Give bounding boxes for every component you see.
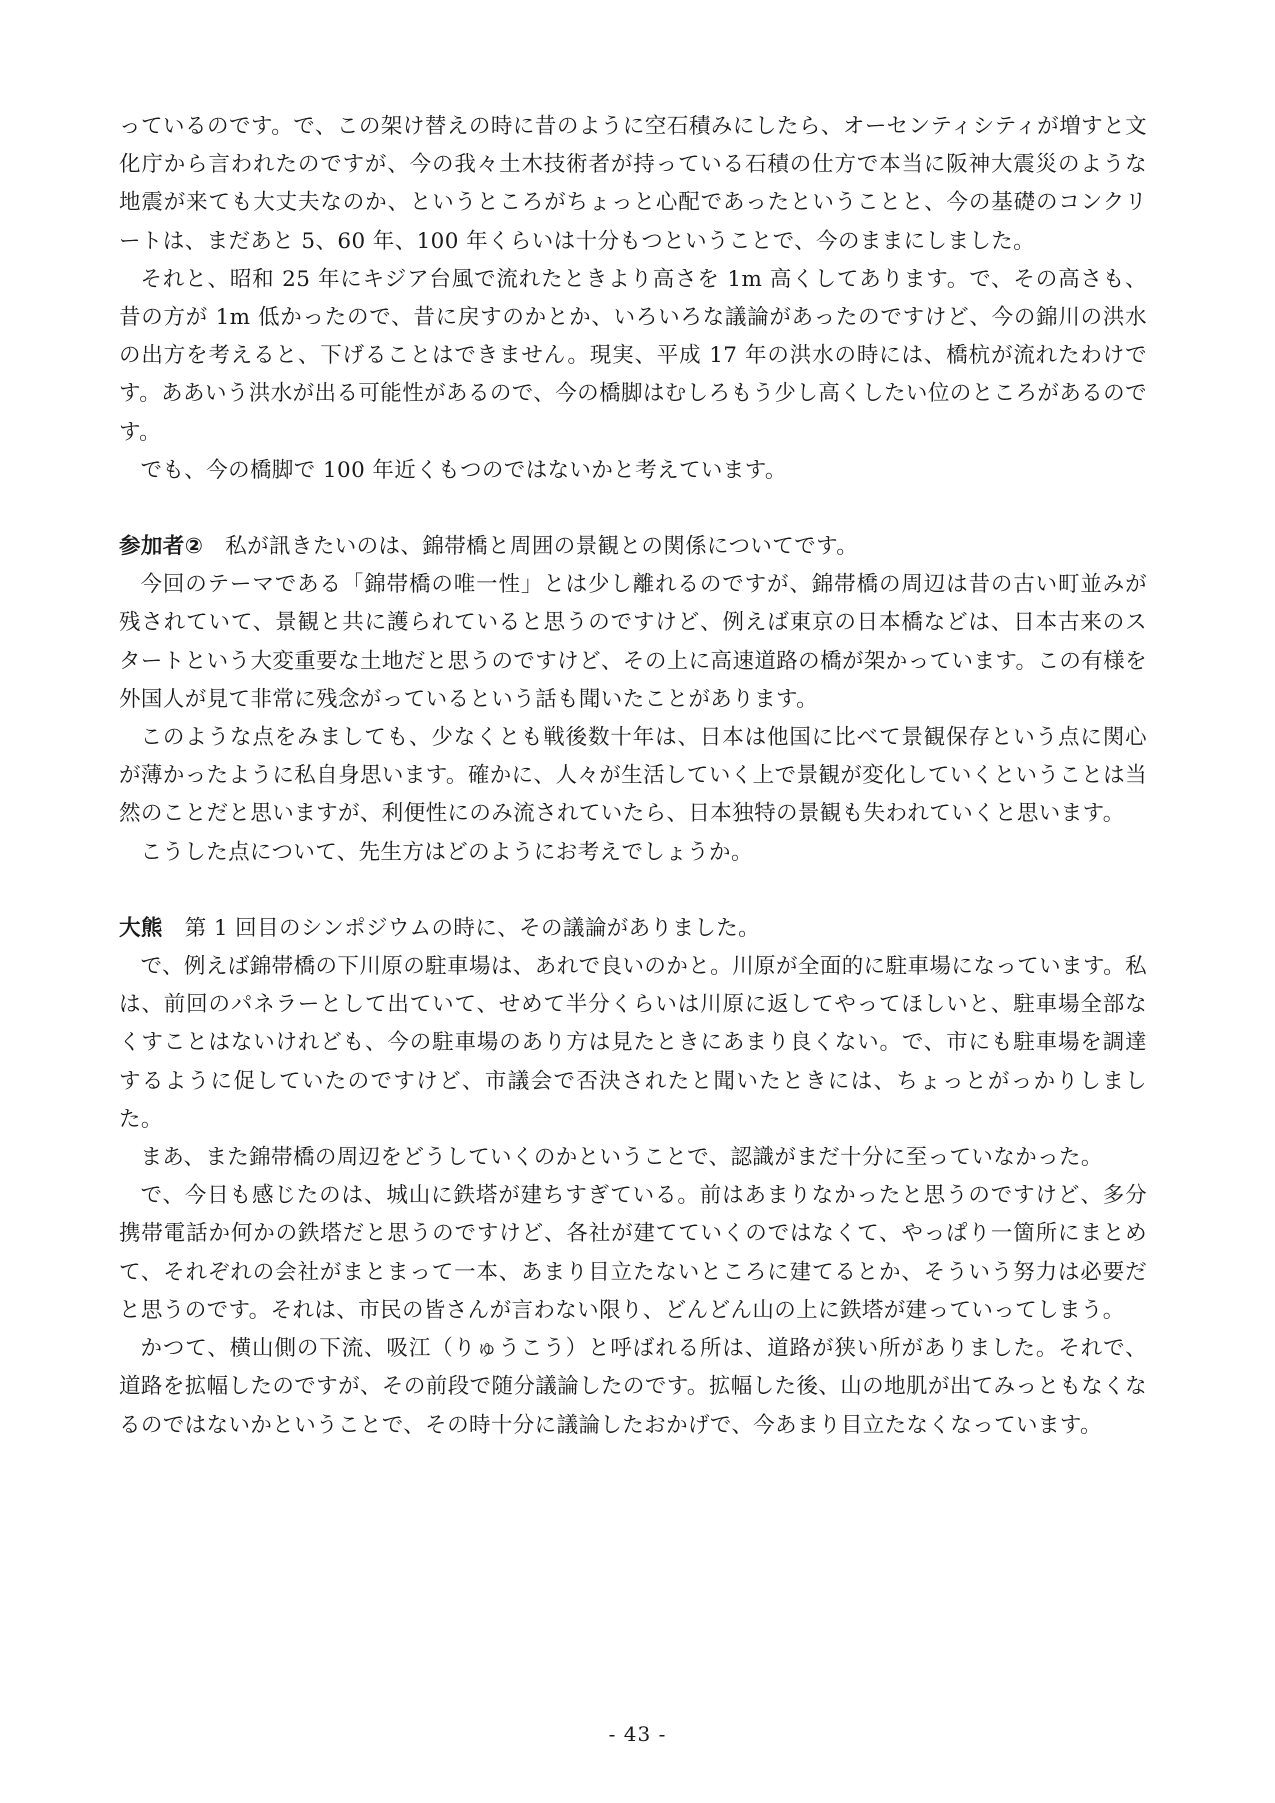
speaker-line xyxy=(119,910,1147,948)
paragraph: でも、今の橋脚で 100 年近くもつのではないかと考えています。 xyxy=(140,457,787,483)
paragraph: で、今日も感じたのは、城山に鉄塔が建ちすぎている。前はあまりなかったと思うのですけど、多分携帯電話か何かの鉄塔だと思うのですけど、各社が建てていくのではなくて、やっぱり一箇所にまとめて、それぞれの会社がまとまって一本、あまり目立たないところに建てるとか、そういう努力は必要だと思うのです。それは、市民の皆さんが言わない限り、どんどん山の上に鉄塔が建っていってしまう。 xyxy=(119,1183,1147,1323)
paragraph: 第 1 回目のシンポジウムの時に、その議論がありました。 xyxy=(184,915,761,941)
paragraph: っているのです。で、この架け替えの時に昔のように空石積みにしたら、オーセンティシティが増すと文化庁から言われたのですが、今の我々土木技術者が持っている石積の仕方で本当に阪神大震災のような地震が来ても大丈夫なのか、というところがちょっと心配であったということと、今の基礎のコンクリートは、まだあと 5、60 年、100 年くらいは十分もつということで、今のままにしました。 xyxy=(119,114,1147,254)
paragraph: このような点をみましても、少なくとも戦後数十年は、日本は他国に比べて景観保存という点に関心が薄かったように私自身思います。確かに、人々が生活していく上で景観が変化していくということは当然のことだと思いますが、利便性にのみ流されていたら、日本独特の景観も失われていくと思います。 xyxy=(119,725,1147,827)
page-number: - 43 - xyxy=(608,1722,667,1746)
section-participant-2 xyxy=(119,528,1147,872)
paragraph: まあ、また錦帯橋の周辺をどうしていくのかということで、認識がまだ十分に至っていなかった。 xyxy=(140,1145,1103,1171)
paragraph: 私が訊きたいのは、錦帯橋と周囲の景観との関係についてです。 xyxy=(225,534,859,560)
speaker-line xyxy=(119,528,1147,566)
speaker-name: 参加者② xyxy=(119,534,204,560)
paragraph: かつて、横山側の下流、吸江（りゅうこう）と呼ばれる所は、道路が狭い所がありました。それで、道路を拡幅したのですが、その前段で随分議論したのです。拡幅した後、山の地肌が出てみっともなくなるのではないかということで、その時十分に議論したおかげで、今あまり目立たなくなっています。 xyxy=(119,1336,1147,1438)
section-continuation xyxy=(119,108,1147,490)
document-body xyxy=(119,108,1147,1445)
paragraph: で、例えば錦帯橋の下川原の駐車場は、あれで良いのかと。川原が全面的に駐車場になっています。私は、前回のパネラーとして出ていて、せめて半分くらいは川原に返してやってほしいと、駐車場全部なくすことはないけれども、今の駐車場のあり方は見たときにあまり良くない。で、市にも駐車場を調達するように促していたのですけど、市議会で否決されたと聞いたときには、ちょっとがっかりしました。 xyxy=(119,954,1147,1132)
speaker-name: 大熊 xyxy=(119,915,163,941)
paragraph: それと、昭和 25 年にキジア台風で流れたときより高さを 1m 高くしてあります。で、その高さも、昔の方が 1m 低かったので、昔に戻すのかとか、いろいろな議論があったのですけど、今の錦川の洪水の出方を考えると、下げることはできません。現実、平成 17 年の洪水の時には、橋杭が流れたわけです。ああいう洪水が出る可能性があるので、今の橋脚はむしろもう少し高くしたい位のところがあるのです。 xyxy=(119,266,1147,445)
section-okuma xyxy=(119,910,1147,1445)
paragraph: こうした点について、先生方はどのようにお考えでしょうか。 xyxy=(140,839,753,865)
paragraph: 今回のテーマである「錦帯橋の唯一性」とは少し離れるのですが、錦帯橋の周辺は昔の古い町並みが残されていて、景観と共に護られていると思うのですけど、例えば東京の日本橋などは、日本古来のスタートという大変重要な土地だと思うのですけど、その上に高速道路の橋が架かっています。この有様を外国人が見て非常に残念がっているという話も聞いたことがあります。 xyxy=(119,572,1147,712)
